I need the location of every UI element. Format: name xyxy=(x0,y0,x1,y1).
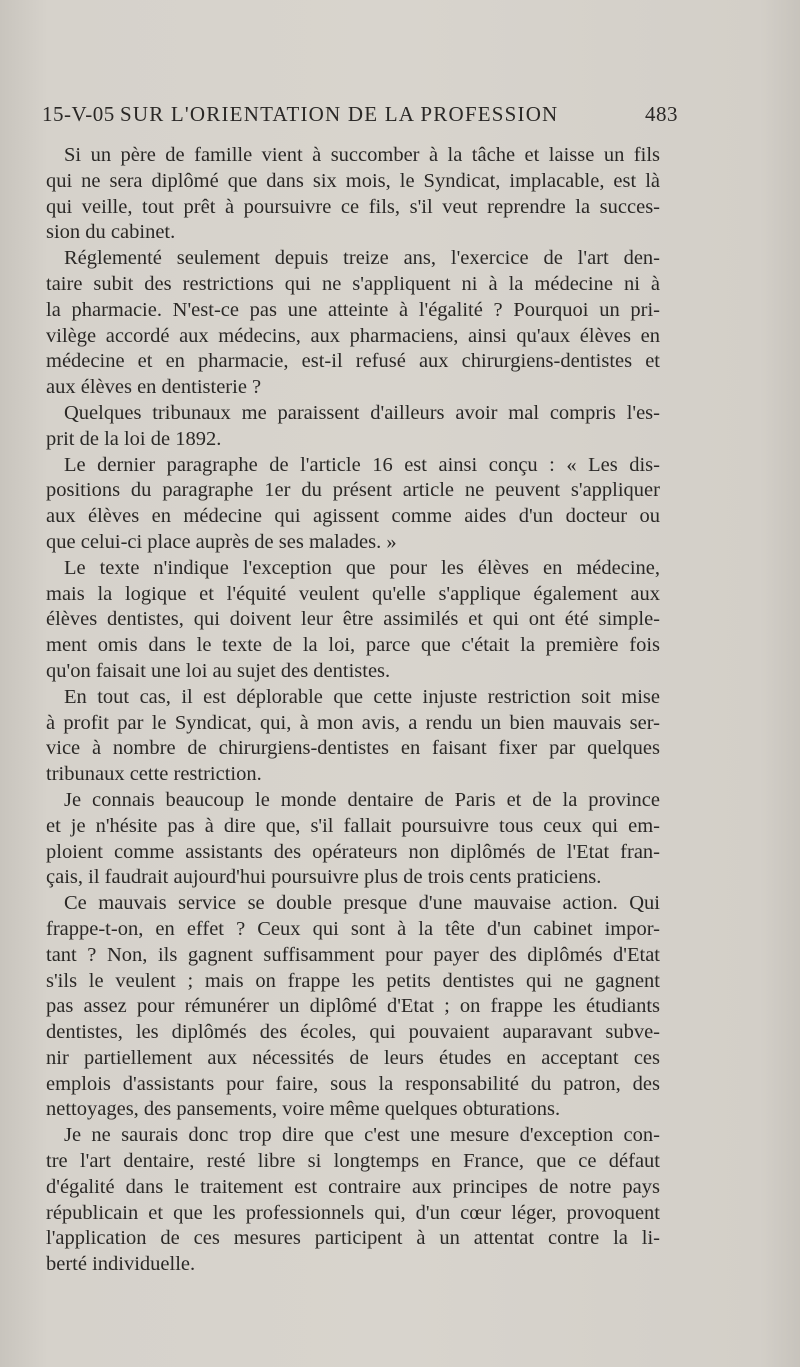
text-line: sion du cabinet. xyxy=(46,221,176,244)
text-line: positions du paragraphe 1er du présent article ne peuvent s'appliquer xyxy=(46,479,660,502)
running-header xyxy=(42,102,678,132)
header-title: SUR L'ORIENTATION DE LA PROFESSION xyxy=(120,102,559,126)
text-line: prit de la loi de 1892. xyxy=(46,427,222,450)
text-line: mais la logique et l'équité veulent qu'elle s'applique également aux xyxy=(46,582,660,605)
text-line: çais, il faudrait aujourd'hui poursuivre plus de trois cents praticiens. xyxy=(46,866,602,889)
text-line: nir partiellement aux nécessités de leurs études en acceptant ces xyxy=(46,1046,660,1069)
text-line: élèves dentistes, qui doivent leur être assimilés et qui ont été simple- xyxy=(46,608,660,631)
text-line: frappe-t-on, en effet ? Ceux qui sont à la tête d'un cabinet impor- xyxy=(46,917,660,940)
text-line: la pharmacie. N'est-ce pas une atteinte à l'égalité ? Pourquoi un pri- xyxy=(46,298,660,321)
text-line: médecine et en pharmacie, est-il refusé aux chirurgiens-dentistes et xyxy=(46,350,660,373)
text-line: emplois d'assistants pour faire, sous la responsabilité du patron, des xyxy=(46,1072,660,1095)
text-line: à profit par le Syndicat, qui, à mon avis, a rendu un bien mauvais ser- xyxy=(46,711,660,734)
text-line: aux élèves en médecine qui agissent comme aides d'un docteur ou xyxy=(46,505,660,528)
text-line: Ce mauvais service se double presque d'une mauvaise action. Qui xyxy=(64,892,660,915)
text-line: vice à nombre de chirurgiens-dentistes en faisant fixer par quelques xyxy=(46,737,660,760)
text-line: vilège accordé aux médecins, aux pharmaciens, ainsi qu'aux élèves en xyxy=(46,324,660,347)
text-line: qui veille, tout prêt à poursuivre ce fils, s'il veut reprendre la succes- xyxy=(46,195,660,218)
text-line: Je connais beaucoup le monde dentaire de Paris et de la province xyxy=(64,788,660,811)
text-line: ment omis dans le texte de la loi, parce que c'était la première fois xyxy=(46,634,660,657)
text-line: d'égalité dans le traitement est contraire aux principes de notre pays xyxy=(46,1175,660,1198)
text-line: tant ? Non, ils gagnent suffisamment pour payer des diplômés d'Etat xyxy=(46,943,660,966)
text-line: qui ne sera diplômé que dans six mois, le Syndicat, implacable, est là xyxy=(46,169,660,192)
text-line: tribunaux cette restriction. xyxy=(46,763,262,786)
text-line: Le dernier paragraphe de l'article 16 est ainsi conçu : « Les dis- xyxy=(64,453,660,476)
text-line: aux élèves en dentisterie ? xyxy=(46,376,262,399)
text-line: Quelques tribunaux me paraissent d'ailleurs avoir mal compris l'es- xyxy=(64,401,660,424)
text-line: républicain et que les professionnels qui, d'un cœur léger, provoquent xyxy=(46,1201,660,1224)
text-line: l'application de ces mesures participent à un attentat contre la li- xyxy=(46,1227,660,1250)
text-line: et je n'hésite pas à dire que, s'il fallait poursuivre tous ceux qui em- xyxy=(46,814,660,837)
header-date: 15-V-05 xyxy=(42,102,115,126)
text-line: Si un père de famille vient à succomber à la tâche et laisse un fils xyxy=(64,144,660,166)
text-line: dentistes, les diplômés des écoles, qui pouvaient auparavant subve- xyxy=(46,1021,660,1044)
text-line: Le texte n'indique l'exception que pour les élèves en médecine, xyxy=(64,556,660,579)
text-line: nettoyages, des pansements, voire même quelques obturations. xyxy=(46,1098,561,1121)
text-line: ploient comme assistants des opérateurs non diplômés de l'Etat fran- xyxy=(46,840,660,863)
text-line: Je ne saurais donc trop dire que c'est une mesure d'exception con- xyxy=(64,1124,660,1147)
text-line: En tout cas, il est déplorable que cette injuste restriction soit mise xyxy=(64,685,660,708)
page-number: 483 xyxy=(645,102,678,126)
text-line: tre l'art dentaire, resté libre si longtemps en France, que ce défaut xyxy=(46,1150,660,1173)
text-line: s'ils le veulent ; mais on frappe les petits dentistes qui ne gagnent xyxy=(46,969,660,992)
text-line: berté individuelle. xyxy=(46,1253,196,1276)
body-text xyxy=(46,143,660,1278)
text-line: Réglementé seulement depuis treize ans, l'exercice de l'art den- xyxy=(64,247,660,270)
text-line: que celui-ci place auprès de ses malades. » xyxy=(46,530,397,553)
text-line: qu'on faisait une loi au sujet des dentistes. xyxy=(46,659,391,682)
text-line: pas assez pour rémunérer un diplômé d'Etat ; on frappe les étudiants xyxy=(46,995,660,1018)
text-line: taire subit des restrictions qui ne s'appliquent ni à la médecine ni à xyxy=(46,272,660,295)
